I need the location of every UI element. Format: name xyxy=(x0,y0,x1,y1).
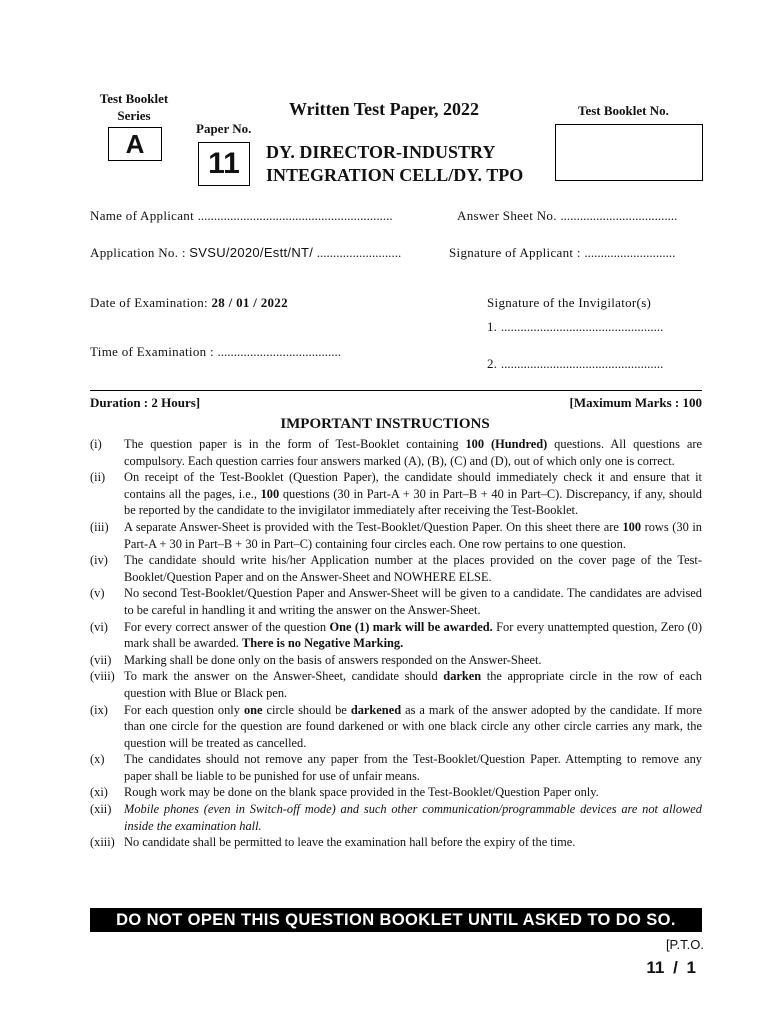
instruction-number: (iii) xyxy=(90,519,109,534)
invigilator-signature-1[interactable] xyxy=(487,319,663,335)
post-title-line2: INTEGRATION CELL/DY. TPO xyxy=(266,165,524,185)
booklet-series-label-line2: Series xyxy=(117,108,151,123)
answer-sheet-no-field[interactable] xyxy=(457,208,677,224)
instruction-text-run: There is no Negative Marking. xyxy=(242,636,404,651)
invigilator-signature-2[interactable] xyxy=(487,356,663,372)
horizontal-divider xyxy=(90,390,702,391)
invigilator-signature-2-num: 2. xyxy=(487,356,498,371)
instruction-text-run: the appropriate circle in the row of each question with Blue or Black pen. xyxy=(124,669,703,700)
signature-of-applicant-field[interactable] xyxy=(449,245,675,261)
instruction-number: (ix) xyxy=(90,702,108,717)
instruction-text xyxy=(124,668,702,701)
application-no-field[interactable] xyxy=(90,245,401,261)
instruction-item xyxy=(90,619,702,652)
answer-sheet-no-blank[interactable]: .................................... xyxy=(560,208,678,223)
instruction-text-run: One (1) mark will be awarded. xyxy=(329,619,493,634)
instruction-text xyxy=(124,751,702,784)
invigilator-signature-1-blank[interactable]: .................................................. xyxy=(500,319,664,334)
instruction-number: (ii) xyxy=(90,470,106,485)
paper-no-label: Paper No. xyxy=(196,121,252,136)
instruction-number: (v) xyxy=(90,586,105,601)
instruction-text-run: A separate Answer-Sheet is provided with the Test-Booklet/Question Paper. On this sheet there are xyxy=(124,519,623,534)
name-of-applicant-label: Name of Applicant xyxy=(90,208,195,223)
instruction-item xyxy=(90,702,702,752)
instruction-item xyxy=(90,652,702,669)
instruction-text-run: The candidates should not remove any paper from the Test-Booklet/Question Paper. Attempting to remove any paper shall be liable to be punished for use of unfair means. xyxy=(124,752,702,783)
instruction-text-run: Mobile phones (even in Switch-off mode) and such other communication/programmable devices are not allowed inside the examination hall. xyxy=(124,802,702,833)
instruction-text xyxy=(124,801,702,834)
application-no-label: Application No. : xyxy=(90,245,186,260)
instruction-text xyxy=(124,552,702,585)
application-no-prefix: SVSU/2020/Estt/NT/ xyxy=(189,245,314,260)
page-number: 11 / 1 xyxy=(646,958,696,977)
instruction-text-run: The candidate should write his/her Application number at the places provided on the cover page of the Test-Booklet/Question Paper and on the Answer-Sheet and NOWHERE ELSE. xyxy=(124,553,702,584)
time-of-examination-label: Time of Examination : xyxy=(90,344,214,359)
instruction-text-run: as a mark of the answer adopted by the candidate. If more than one circle for the question are found darkened or with one black circle any other circle carries any mark, the question will be treated as cancelled. xyxy=(124,702,702,750)
post-title-line1: DY. DIRECTOR-INDUSTRY xyxy=(266,142,496,162)
booklet-series-label-line1: Test Booklet xyxy=(99,91,169,106)
date-of-examination-field xyxy=(90,295,288,311)
invigilator-signature-label: Signature of the Invigilator(s) xyxy=(487,295,652,310)
instruction-number: (i) xyxy=(90,437,102,451)
instruction-item xyxy=(90,519,702,552)
instruction-number: (vi) xyxy=(90,619,108,634)
booklet-no-label: Test Booklet No. xyxy=(578,103,669,118)
instruction-text-run: The question paper is in the form of Test-Booklet containing xyxy=(124,437,466,451)
instruction-text-run: 100 (Hundred) xyxy=(465,437,548,451)
instruction-text-run: 100 xyxy=(622,519,642,534)
instruction-text-run: On receipt of the Test-Booklet (Question Paper), the candidate should immediately check it and ensure that it contains all the pages, i.e., xyxy=(124,470,702,501)
instruction-text-run: Rough work may be done on the blank space provided in the Test-Booklet/Question Paper only. xyxy=(124,785,599,800)
instruction-text-run: For every correct answer of the question xyxy=(124,619,330,634)
booklet-series-label xyxy=(88,90,180,124)
instruction-text xyxy=(124,619,702,652)
post-title xyxy=(266,141,523,187)
instruction-text-run: 100 xyxy=(260,486,280,501)
date-of-examination-label: Date of Examination: xyxy=(90,295,208,310)
instruction-text-run: For every unattempted question, Zero (0) mark shall be awarded. xyxy=(124,619,703,651)
application-no-blank[interactable]: .......................... xyxy=(316,245,402,260)
instructions-heading: IMPORTANT INSTRUCTIONS xyxy=(280,416,490,432)
instruction-text-run: No candidate shall be permitted to leave the examination hall before the expiry of the time. xyxy=(124,835,576,850)
instruction-item xyxy=(90,801,702,834)
instruction-text xyxy=(124,436,702,469)
time-of-examination-blank[interactable]: ...................................... xyxy=(217,344,341,359)
instruction-text-run: questions. All questions are compulsory. Each question carries four answers marked (A), (B), (C) and (D), out of which only one is correct. xyxy=(124,437,702,468)
instruction-text-run: one xyxy=(243,702,263,717)
instruction-text-run: No second Test-Booklet/Question Paper and Answer-Sheet will be given to a candidate. The candidates are advised to be careful in handling it and writing the answer on the Answer-Sheet. xyxy=(124,586,702,617)
instruction-number: (xiii) xyxy=(90,835,115,850)
instruction-text xyxy=(124,784,702,801)
instruction-number: (x) xyxy=(90,752,105,767)
instruction-number: (xi) xyxy=(90,785,108,800)
booklet-series-box: A xyxy=(108,127,162,161)
instruction-item xyxy=(90,834,702,851)
instruction-item xyxy=(90,469,702,519)
warning-banner: DO NOT OPEN THIS QUESTION BOOKLET UNTIL ASKED TO DO SO. xyxy=(90,908,702,932)
instruction-text xyxy=(124,652,702,669)
instruction-text xyxy=(124,519,702,552)
instruction-item xyxy=(90,751,702,784)
instruction-text xyxy=(124,834,702,851)
instruction-text-run: questions (30 in Part-A + 30 in Part–B + 40 in Part–C). Discrepancy, if any, should be reported by the candidate to the invigilator immediately after receiving the Test-Booklet. xyxy=(124,486,702,518)
instruction-text-run: For each question only xyxy=(124,702,244,717)
instruction-item xyxy=(90,436,702,469)
instruction-item xyxy=(90,585,702,618)
instruction-text xyxy=(124,702,702,752)
instruction-text-run: Marking shall be done only on the basis of answers responded on the Answer-Sheet. xyxy=(124,652,542,667)
name-of-applicant-field[interactable] xyxy=(90,208,393,224)
duration: Duration : 2 Hours] xyxy=(90,395,201,410)
paper-title: Written Test Paper, 2022 xyxy=(289,99,480,119)
signature-of-applicant-blank[interactable]: ............................ xyxy=(584,245,676,260)
answer-sheet-no-label: Answer Sheet No. xyxy=(457,208,557,223)
instruction-item xyxy=(90,784,702,801)
time-of-examination-field[interactable] xyxy=(90,344,341,360)
invigilator-signature-1-num: 1. xyxy=(487,319,498,334)
date-of-examination-value: 28 / 01 / 2022 xyxy=(211,295,288,310)
instruction-text xyxy=(124,585,702,618)
instruction-text-run: circle should be xyxy=(262,702,351,717)
booklet-no-box[interactable] xyxy=(555,124,703,181)
instruction-text-run: rows (30 in Part-A + 30 in Part–B + 30 in Part–C) containing four circles each. One row pertains to one question. xyxy=(124,519,702,551)
instruction-text xyxy=(124,469,702,519)
instruction-number: (vii) xyxy=(90,652,112,667)
instruction-text-run: darken xyxy=(443,669,482,684)
paper-no-box: 11 xyxy=(198,142,250,186)
please-turn-over: [P.T.O. xyxy=(665,937,704,952)
signature-of-applicant-label: Signature of Applicant : xyxy=(449,245,581,260)
instruction-number: (viii) xyxy=(90,669,115,684)
instruction-number: (xii) xyxy=(90,802,112,817)
invigilator-signature-2-blank[interactable]: .................................................. xyxy=(500,356,664,371)
instruction-text-run: darkened xyxy=(350,702,402,717)
instruction-item xyxy=(90,668,702,701)
instructions-list xyxy=(90,436,702,851)
instruction-number: (iv) xyxy=(90,553,108,568)
maximum-marks: [Maximum Marks : 100 xyxy=(569,395,702,410)
instruction-item xyxy=(90,552,702,585)
name-of-applicant-blank[interactable]: ............................................................ xyxy=(197,208,393,223)
instruction-text-run: To mark the answer on the Answer-Sheet, candidate should xyxy=(124,669,444,684)
